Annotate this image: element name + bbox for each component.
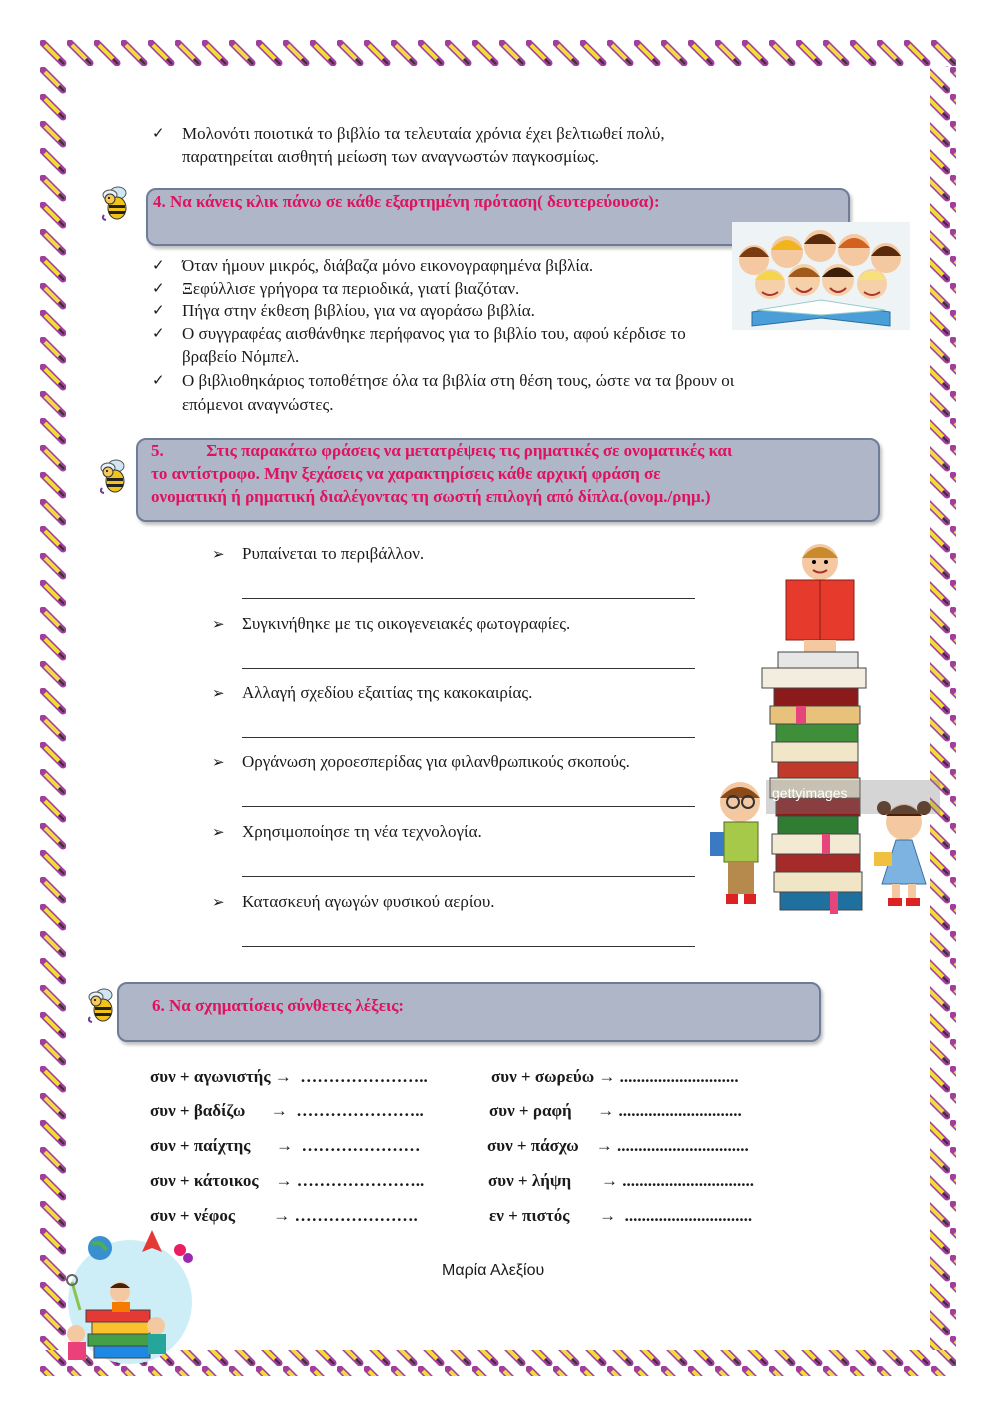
section4-item[interactable]: Όταν ήμουν μικρός, διάβαζα μόνο εικονογραφημένα βιβλία.	[182, 256, 594, 275]
compound-right[interactable]: συν + λήψη → ...............................	[488, 1171, 754, 1190]
book-stack-illustration	[700, 540, 940, 915]
author-name: Μαρία Αλεξίου	[442, 1262, 545, 1279]
answer-line[interactable]	[242, 737, 695, 738]
section4-item[interactable]: Ξεφύλλισε γρήγορα τα περιοδικά, γιατί βιαζόταν.	[182, 279, 520, 298]
check-icon: ✓	[152, 256, 165, 274]
answer-line[interactable]	[242, 598, 695, 599]
section4-item[interactable]: Πήγα στην έκθεση βιβλίου, για να αγοράσω βιβλία.	[182, 301, 535, 320]
kids-learning-illustration	[56, 1222, 204, 1370]
bee-icon	[98, 185, 136, 223]
arrow-bullet-icon: ➢	[212, 684, 225, 702]
check-icon: ✓	[152, 124, 165, 142]
section5-item: Οργάνωση χοροεσπερίδας για φιλανθρωπικούς σκοπούς.	[242, 752, 630, 771]
check-icon: ✓	[152, 301, 165, 319]
arrow-bullet-icon: ➢	[212, 823, 225, 841]
arrow-bullet-icon: ➢	[212, 753, 225, 771]
answer-line[interactable]	[242, 668, 695, 669]
intro-line-1: Μολονότι ποιοτικά το βιβλίο τα τελευταία χρόνια έχει βελτιωθεί πολύ,	[182, 124, 665, 143]
compound-left[interactable]: συν + νέφος → ………………….	[150, 1206, 418, 1225]
section4-item[interactable]: Ο συγγραφέας αισθάνθηκε περήφανος για το βιβλίο του, αφού κέρδισε το	[182, 324, 686, 343]
bee-icon	[96, 458, 134, 496]
section5-item: Κατασκευή αγωγών φυσικού αερίου.	[242, 892, 495, 911]
arrow-bullet-icon: ➢	[212, 615, 225, 633]
compound-right[interactable]: συν + πάσχω → ...............................	[487, 1136, 749, 1155]
section5-item: Αλλαγή σχεδίου εξαιτίας της κακοκαιρίας.	[242, 683, 533, 702]
compound-right[interactable]: συν + σωρεύω → ............................	[491, 1067, 739, 1086]
answer-line[interactable]	[242, 946, 695, 947]
section4-item[interactable]: Ο βιβλιοθηκάριος τοποθέτησε όλα τα βιβλία στη θέση τους, ώστε να τα βρουν οι	[182, 371, 735, 390]
check-icon: ✓	[152, 371, 165, 389]
arrow-bullet-icon: ➢	[212, 893, 225, 911]
section4-item-cont[interactable]: βραβείο Νόμπελ.	[182, 347, 300, 366]
watermark-brand: gettyimages	[772, 785, 848, 801]
compound-left[interactable]: συν + παίχτης → …………………	[150, 1136, 421, 1155]
answer-line[interactable]	[242, 806, 695, 807]
compound-left[interactable]: συν + βαδίζω → …………………..	[150, 1101, 424, 1120]
compound-left[interactable]: συν + κάτοικος → …………………..	[150, 1171, 425, 1190]
answer-line[interactable]	[242, 876, 695, 877]
reading-kids-illustration	[732, 222, 910, 330]
check-icon: ✓	[152, 324, 165, 342]
compound-right[interactable]: συν + ραφή → .............................	[489, 1101, 742, 1120]
watermark-id: 153551158	[706, 905, 746, 914]
compound-left[interactable]: συν + αγωνιστής → …………………..	[150, 1067, 428, 1086]
compound-right[interactable]: εν + πιστός → ..............................	[489, 1206, 753, 1225]
check-icon: ✓	[152, 279, 165, 297]
section5-title-line2: το αντίστροφο. Μην ξεχάσεις να χαρακτηρίσεις κάθε αρχική φράση σε	[151, 464, 661, 483]
section5-title-line3: ονοματική ή ρηματική διαλέγοντας τη σωστή επιλογή από δίπλα.(ονομ./ρημ.)	[151, 487, 711, 506]
arrow-bullet-icon: ➢	[212, 545, 225, 563]
section5-item: Ρυπαίνεται το περιβάλλον.	[242, 544, 425, 563]
section5-item: Συγκινήθηκε με τις οικογενειακές φωτογραφίες.	[242, 614, 571, 633]
section5-item: Χρησιμοποίησε τη νέα τεχνολογία.	[242, 822, 482, 841]
section4-title: 4. Να κάνεις κλικ πάνω σε κάθε εξαρτημένη πρόταση( δευτερεύουσα):	[153, 192, 660, 211]
intro-line-2: παρατηρείται αισθητή μείωση των αναγνωστών παγκοσμίως.	[182, 147, 600, 166]
section5-title-line1: 5. Στις παρακάτω φράσεις να μετατρέψεις τις ρηματικές σε ονοματικές και	[151, 441, 733, 460]
section6-title: 6. Να σχηματίσεις σύνθετες λέξεις:	[152, 996, 405, 1015]
section4-item-cont[interactable]: επόμενοι αναγνώστες.	[182, 395, 334, 414]
